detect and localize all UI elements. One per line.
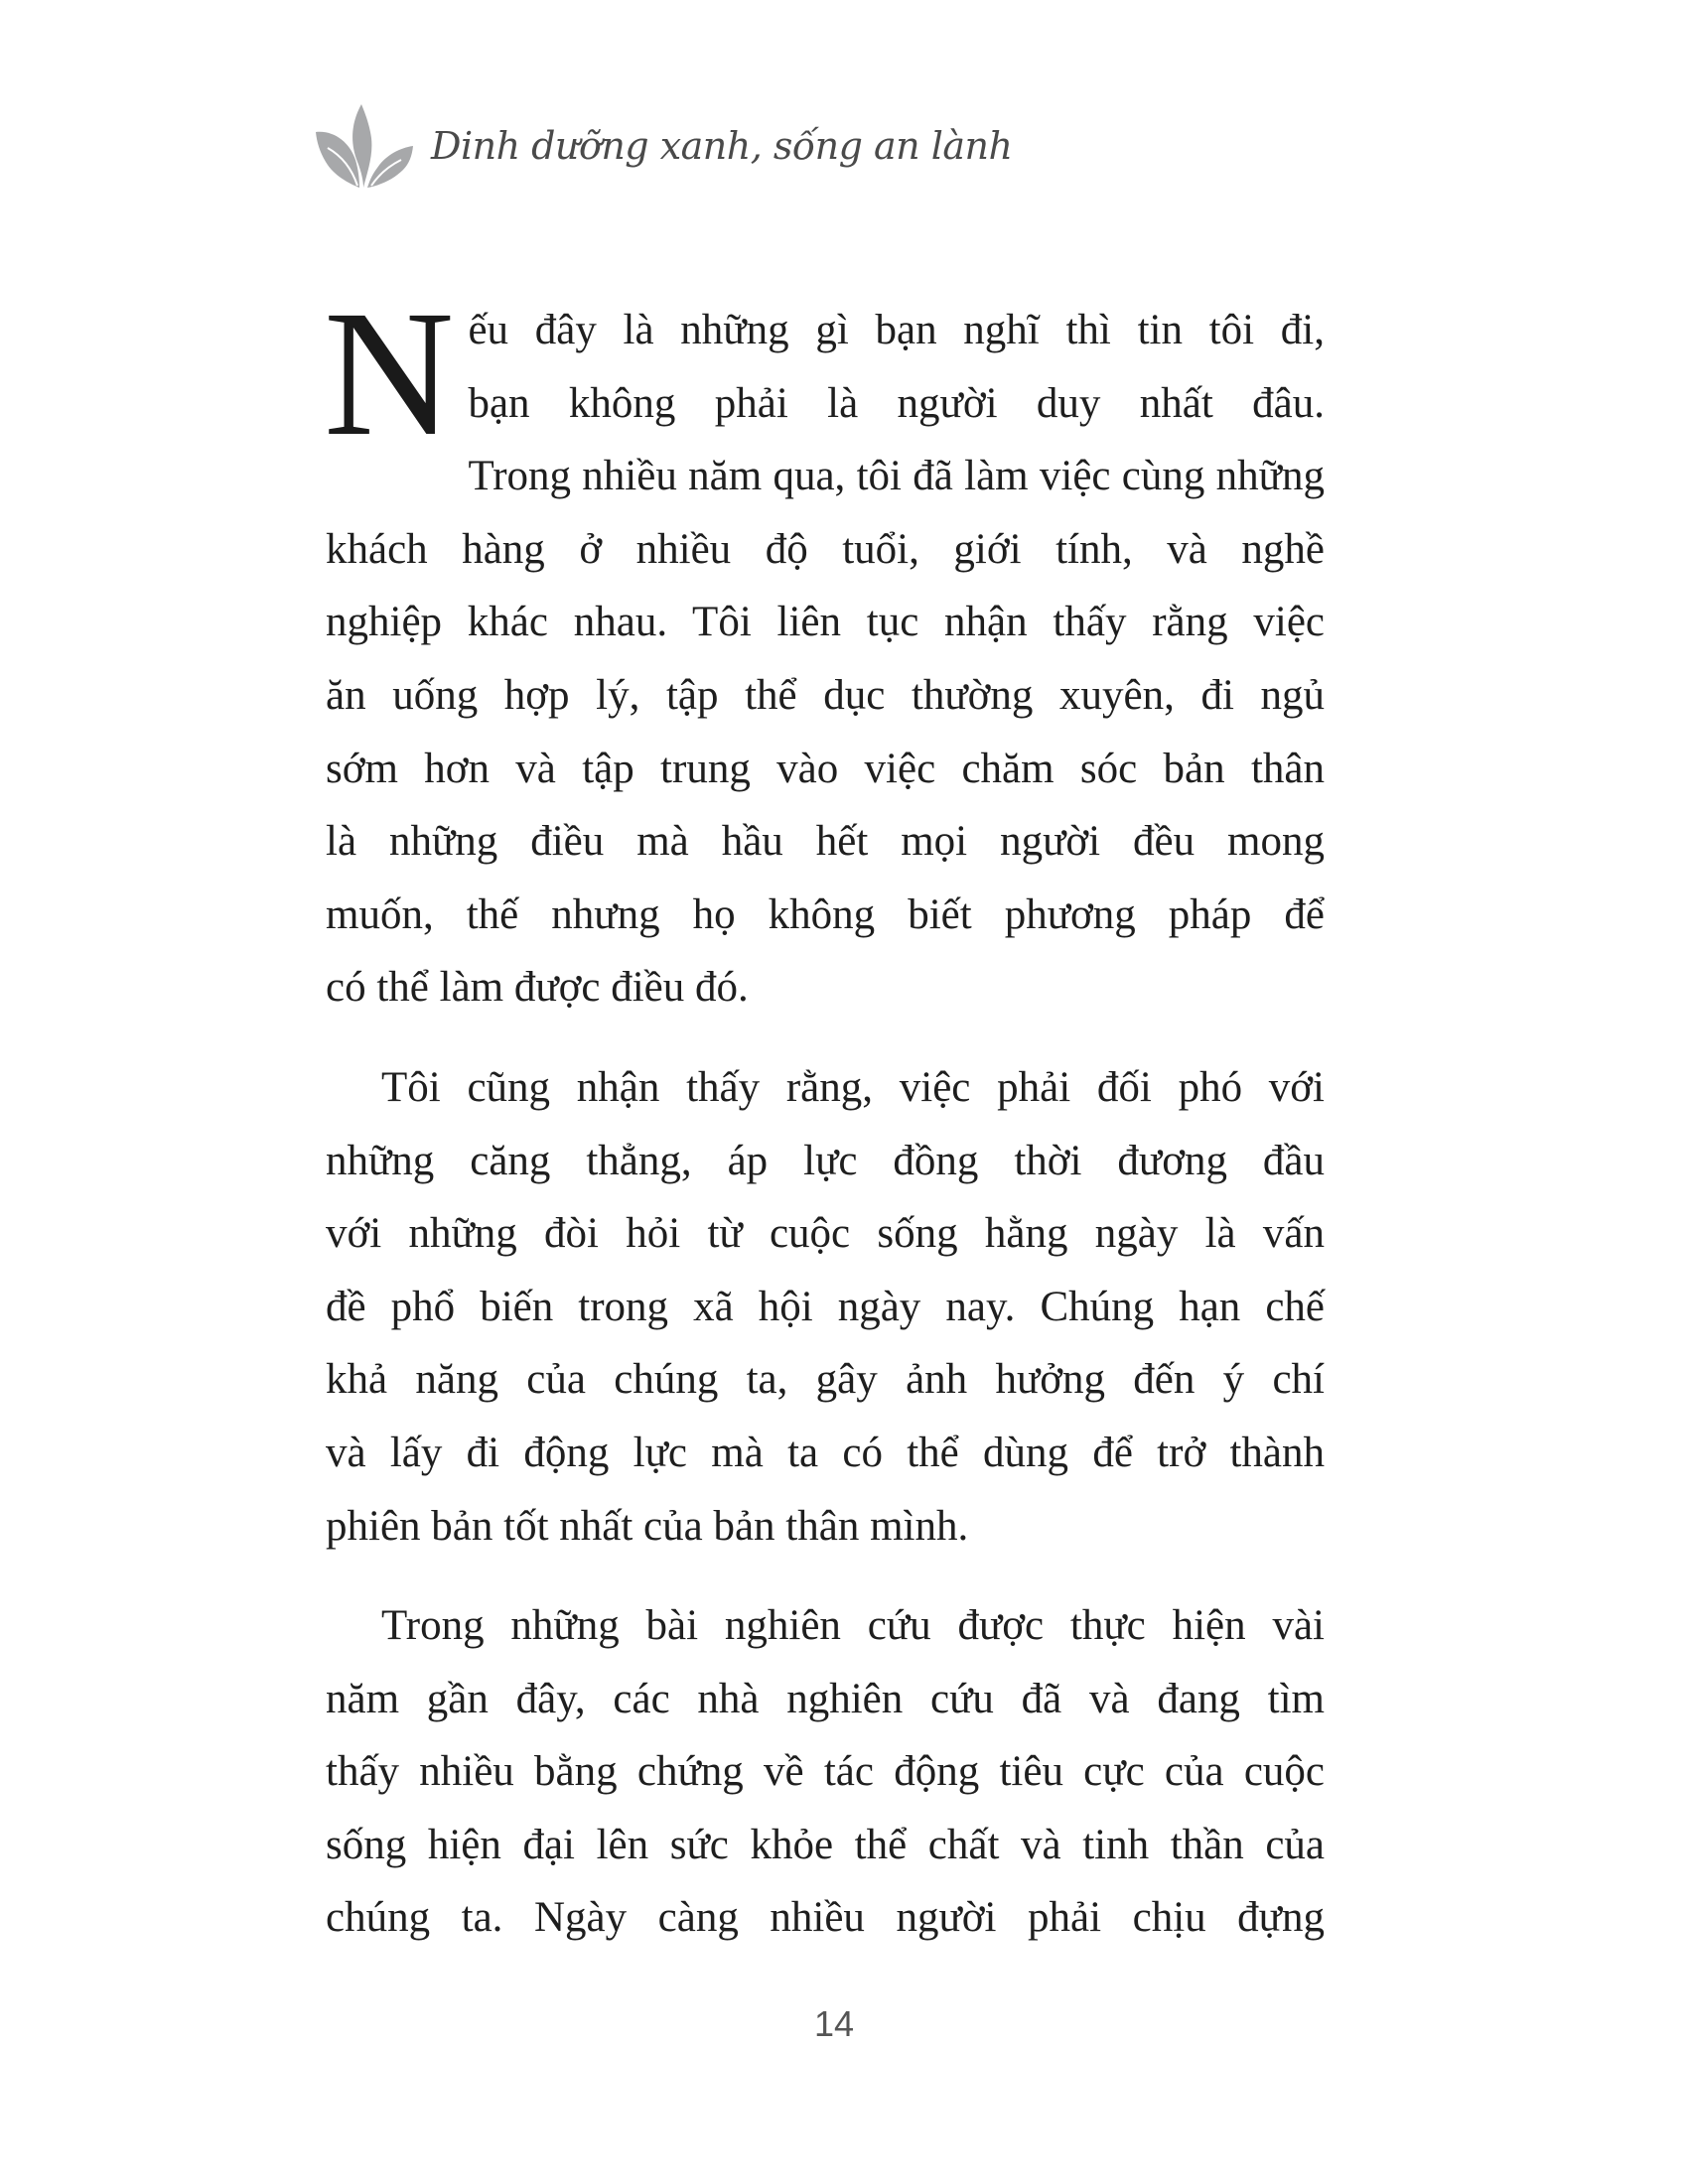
text-line: với những đòi hỏi từ cuộc sống hằng ngày là vấn	[326, 1210, 1325, 1258]
running-title: Dinh dưỡng xanh, sống an lành	[431, 124, 1013, 168]
body-text	[324, 274, 1325, 1955]
page-number: 14	[813, 2003, 855, 2044]
text-line: có thể làm được điều đó.	[326, 964, 749, 1012]
paragraph-3	[326, 1589, 1325, 1955]
text-line: thấy nhiều bằng chứng về tác động tiêu cực của cuộc	[326, 1748, 1325, 1796]
text-line: Trong những bài nghiên cứu được thực hiện vài	[381, 1602, 1325, 1650]
paragraph-2	[326, 1051, 1325, 1563]
paragraph-1	[324, 274, 1325, 1024]
text-line: Tôi cũng nhận thấy rằng, việc phải đối phó với	[381, 1063, 1325, 1111]
text-line: những căng thẳng, áp lực đồng thời đương đầu	[326, 1137, 1325, 1184]
text-line: muốn, thế nhưng họ không biết phương pháp để	[326, 890, 1325, 938]
text-line: đề phổ biến trong xã hội ngày nay. Chúng hạn chế	[326, 1283, 1325, 1330]
text-line: nghiệp khác nhau. Tôi liên tục nhận thấy rằng việc	[326, 599, 1325, 646]
text-line: sớm hơn và tập trung vào việc chăm sóc bản thân	[326, 745, 1325, 792]
text-line: bạn không phải là người duy nhất đâu.	[468, 379, 1325, 427]
text-line: khả năng của chúng ta, gây ảnh hưởng đến ý chí	[326, 1356, 1325, 1404]
text-line: Trong nhiều năm qua, tôi đã làm việc cùng những	[468, 453, 1325, 500]
drop-cap: N	[324, 274, 455, 474]
text-line: sống hiện đại lên sức khỏe thể chất và tinh thần của	[326, 1821, 1325, 1868]
text-line: khách hàng ở nhiều độ tuổi, giới tính, và nghề	[326, 525, 1325, 573]
text-line: ăn uống hợp lý, tập thể dục thường xuyên, đi ngủ	[326, 671, 1325, 719]
text-line: là những điều mà hầu hết mọi người đều mong	[326, 818, 1325, 866]
text-line: chúng ta. Ngày càng nhiều người phải chịu đựng	[326, 1894, 1325, 1942]
text-line: năm gần đây, các nhà nghiên cứu đã và đang tìm	[326, 1675, 1325, 1722]
text-line: và lấy đi động lực mà ta có thể dùng để trở thành	[326, 1429, 1325, 1476]
running-header	[314, 101, 1012, 191]
text-line: ếu đây là những gì bạn nghĩ thì tin tôi đi,	[468, 307, 1325, 353]
leaf-icon	[314, 102, 417, 190]
text-line: phiên bản tốt nhất của bản thân mình.	[326, 1502, 969, 1550]
